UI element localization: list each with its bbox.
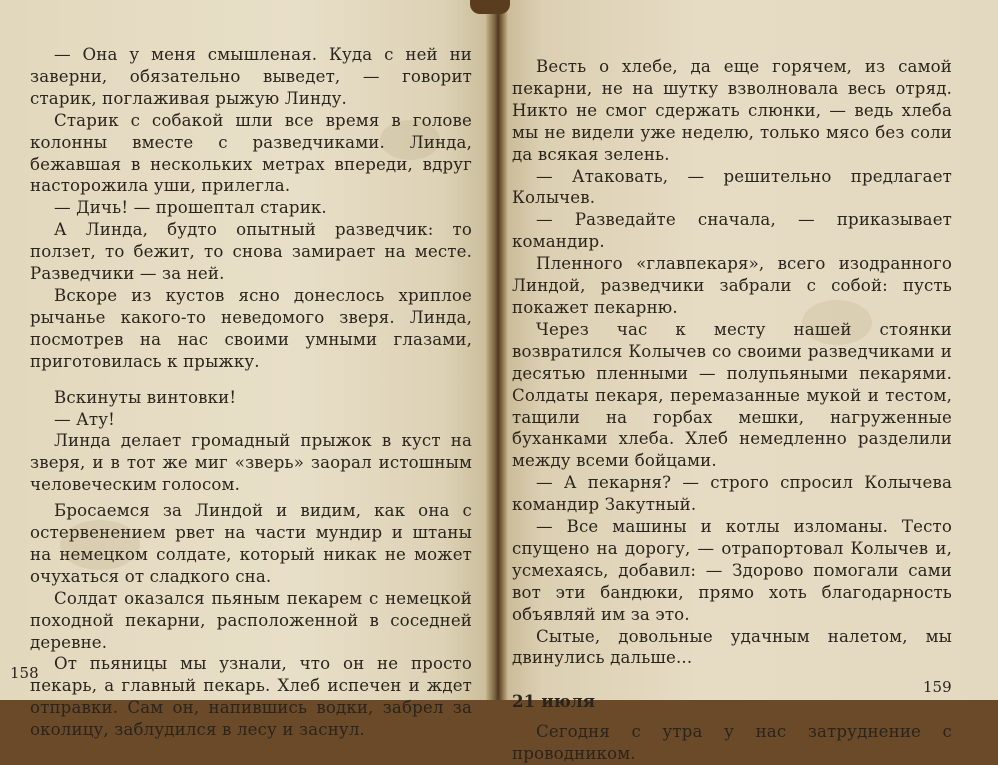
paragraph: Бросаемся за Линдой и видим, как она с остервенением рвет на части мундир и штаны на немецком солдате, который никак не может очухаться от сладкого сна. [30,501,472,586]
page-number-left: 158 [10,664,39,682]
paragraph: Через час к месту нашей стоянки возвратился Колычев со своими разведчиками и десятью пленными — полупьяными пекарями. Солдаты пекаря, перемазанные мукой и тестом, тащили на горбах мешки, нагруженные буханками хлеба. Хлеб немедленно разделили между всеми бойцами. [512,319,952,471]
paragraph: — Ату! [54,409,115,429]
left-page-text [30,44,472,741]
paragraph: — Разведайте сначала, — приказывает командир. [512,210,952,252]
paragraph: Старик с собакой шли все время в голове колонны вместе с разведчиками. Линда, бежавшая в нескольких метрах впереди, вдруг насторожила уши, прилегла. [30,110,472,196]
paragraph: — Все машины и котлы изломаны. Тесто спущено на дорогу, — отрапортовал Колычев и, усмехаясь, добавил: — Здорово помогали сами вот эти бандюки, прямо хоть благодарность объявляй им за это. [512,517,952,624]
paragraph: Вскоре из кустов ясно донеслось хриплое рычанье какого-то неведомого зверя. Линда, посмотрев на нас своими умными глазами, приготовилась к прыжку. [30,285,472,371]
paragraph: Весть о хлебе, да еще горячем, из самой пекарни, не на шутку взволновала весь отряд. Никто не смог сдержать слюнки, — ведь хлеба мы не видели уже неделю, только мясо без соли да всякая зелень. [512,57,952,164]
page-number-right: 159 [923,678,952,696]
paragraph: — А пекарня? — строго спросил Колычева командир Закутный. [512,473,952,515]
paragraph: А Линда, будто опытный разведчик: то ползет, то бежит, то снова замирает на месте. Разведчики — за ней. [30,220,472,284]
paragraph: Вскинуты винтовки! [54,387,237,407]
paragraph: Линда делает громадный прыжок в куст на зверя, и в тот же миг «зверь» заорал истошным человеческим голосом. [30,431,472,495]
paragraph: — Дичь! — прошептал старик. [54,198,327,218]
paragraph: Сегодня с утра у нас затруднение с проводником. [512,722,952,764]
paragraph: От пьяницы мы узнали, что он не просто пекарь, а главный пекарь. Хлеб испечен и ждет отправки. Сам он, напившись водки, забрел за околицу, заблудился в лесу и заснул. [30,654,472,740]
book-gutter [486,0,508,700]
paragraph: Солдат оказался пьяным пекарем с немецкой походной пекарни, расположенной в соседней деревне. [30,588,472,652]
diary-date-heading: 21 июля [512,691,596,712]
right-page-text [512,56,952,765]
paragraph: Пленного «главпекаря», всего изодранного Линдой, разведчики забрали с собой: пусть покажет пекарню. [512,254,952,317]
paragraph: — Атаковать, — решительно предлагает Колычев. [512,166,952,208]
paragraph: — Она у меня смышленая. Куда с ней ни заверни, обязательно выведет, — говорит старик, поглаживая рыжую Линду. [30,45,472,108]
paragraph: Сытые, довольные удачным налетом, мы двинулись дальше... [512,626,952,668]
binding-edge [470,0,510,14]
